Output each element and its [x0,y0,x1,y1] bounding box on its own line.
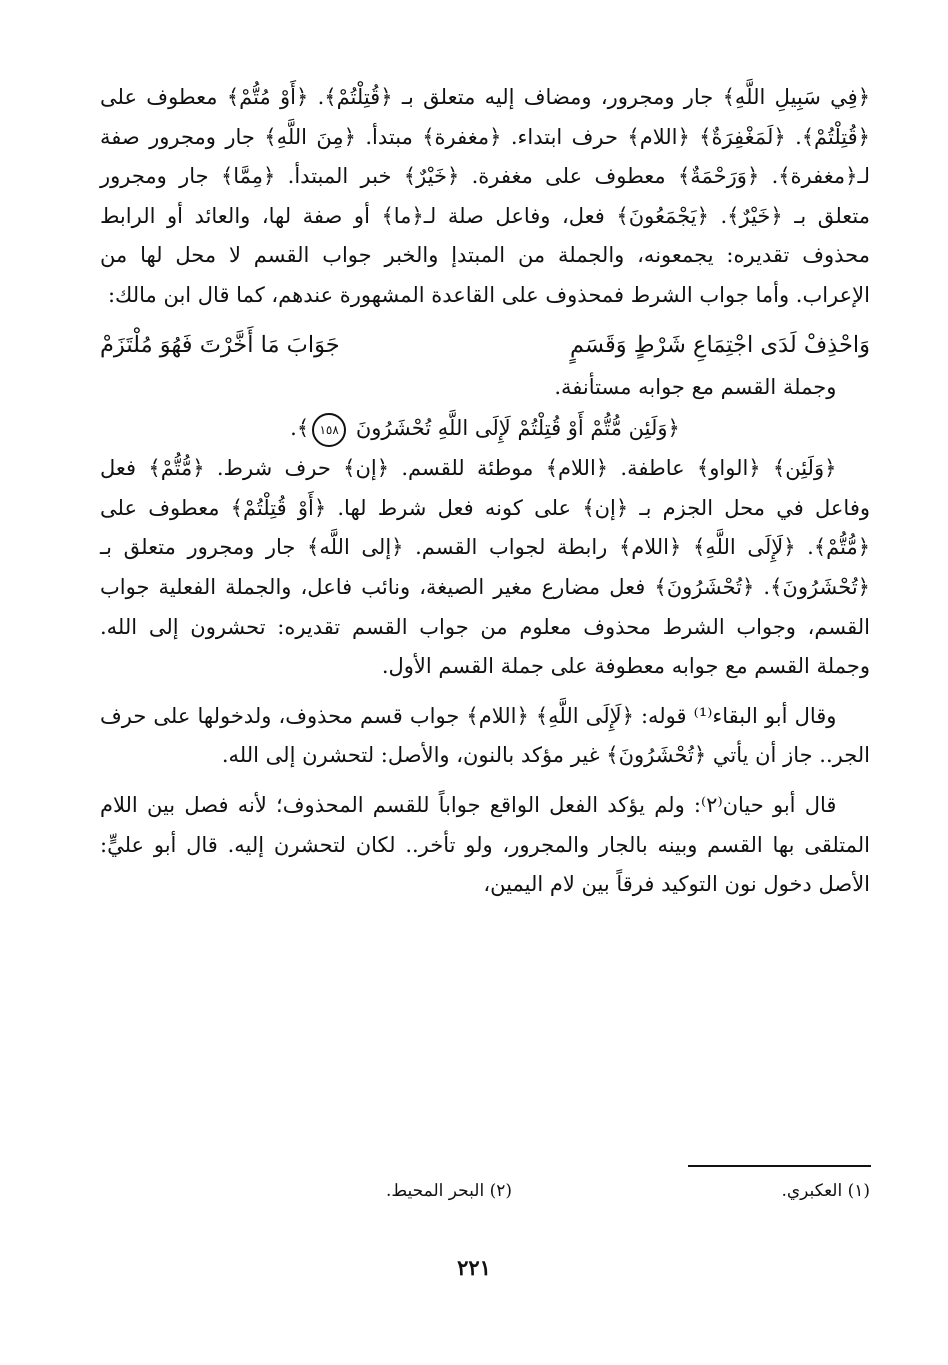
footnote-1: (١) العكبري. [781,1181,870,1201]
paragraph-3: وقال أبو البقاء⁽¹⁾ قوله: ﴿لَإِلَى اللَّهِ﴾ ﴿اللام﴾ جواب قسم محذوف، ولدخولها على حرف الجر.. جاز أن يأتي ﴿تُحْشَرُونَ﴾ غير مؤكد بالنون، والأصل: لتحشرن إلى الله. [100,703,870,768]
footnote-divider [688,1165,871,1167]
quran-verse [100,407,870,449]
page-number: ٢٢١ [457,1255,491,1280]
quran-verse-text: ﴿وَلَئِن مُّتُّمْ أَوْ قُتِلْتُمْ لَإِلَى اللَّهِ تُحْشَرُونَ [355,416,680,441]
verse-hemistich-1: وَاحْذِفْ لَدَى اجْتِمَاعِ شَرْطٍ وَقَسَمٍ [569,331,870,358]
ayah-number-mark: ١٥٨ [312,413,346,447]
paragraph-4: قال أبو حيان⁽٢⁾: ولم يؤكد الفعل الواقع جواباً للقسم المحذوف؛ لأنه فصل بين اللام المتلقى بها القسم وبينه بالجار والمجرور، ولو تأخر.. لكان لتحشرن إليه. قال أبو عليٍّ: الأصل دخول نون التوكيد فرقاً بين لام اليمين، [100,792,870,897]
footnote-2: (٢) البحر المحيط. [386,1181,512,1201]
quran-verse-closing: ﴾. [290,416,310,441]
line-after-verse: وجملة القسم مع جوابه مستأنفة. [554,374,837,399]
main-text [100,78,870,905]
paragraph-1: ﴿فِي سَبِيلِ اللَّهِ﴾ جار ومجرور، ومضاف إليه متعلق بـ ﴿قُتِلْتُمْ﴾. ﴿أَوْ مُتُّمْ﴾ معطوف على ﴿قُتِلْتُمْ﴾. ﴿لَمَغْفِرَةٌ﴾ ﴿اللام﴾ حرف ابتداء. ﴿مغفرة﴾ مبتدأ. ﴿مِنَ اللَّهِ﴾ جار ومجرور صفة لـ﴿مغفرة﴾. ﴿وَرَحْمَةٌ﴾ معطوف على مغفرة. ﴿خَيْرٌ﴾ خبر المبتدأ. ﴿مِمَّا﴾ جار ومجرور متعلق بـ ﴿خَيْرٌ﴾. ﴿يَجْمَعُونَ﴾ فعل، وفاعل صلة لـ﴿ما﴾ أو صفة لها، والعائد أو الرابط محذوف تقديره: يجمعونه، والجملة من المبتدإ والخبر جواب القسم لا محل لها من الإعراب. وأما جواب الشرط فمحذوف على القاعدة المشهورة عندهم، كما قال ابن مالك: [100,85,870,307]
poetry-verse [100,324,870,366]
paragraph-2: ﴿وَلَئِن﴾ ﴿الواو﴾ عاطفة. ﴿اللام﴾ موطئة للقسم. ﴿إن﴾ حرف شرط. ﴿مُّتُّمْ﴾ فعل وفاعل في محل الجزم بـ ﴿إن﴾ على كونه فعل شرط لها. ﴿أَوْ قُتِلْتُمْ﴾ معطوف على ﴿مُّتُّمْ﴾. ﴿لَإِلَى اللَّهِ﴾ ﴿اللام﴾ رابطة لجواب القسم. ﴿إلى اللَّه﴾ جار ومجرور متعلق بـ ﴿تُحْشَرُونَ﴾. ﴿تُحْشَرُونَ﴾ فعل مضارع مغير الصيغة، ونائب فاعل، والجملة الفعلية جواب القسم، وجواب الشرط محذوف معلوم من جواب القسم تقديره: تحشرون إلى الله. وجملة القسم مع جوابه معطوفة على جملة القسم الأول. [100,456,870,679]
verse-hemistich-2: جَوَابَ مَا أَخَّرْتَ فَهُوَ مُلْتَزَمْ [100,331,340,358]
